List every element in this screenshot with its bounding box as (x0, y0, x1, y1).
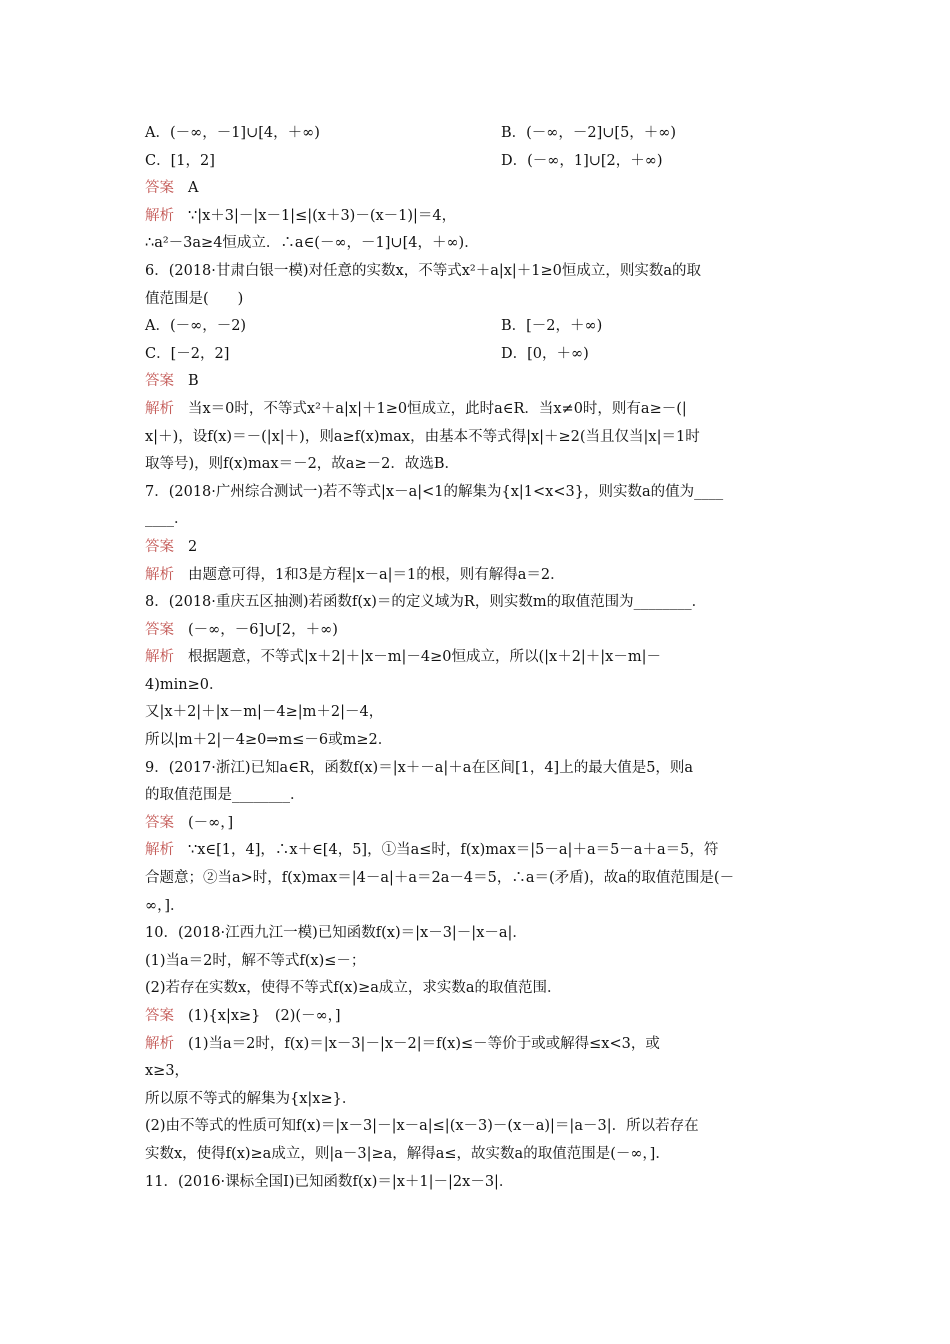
answer-label: 答案 (145, 814, 174, 831)
text-line: 的取值范围是________． (145, 787, 305, 804)
text-line: ∞，]． (145, 897, 185, 914)
option-right: B．(－∞，－2]∪[5，＋∞) (501, 125, 677, 141)
option-row (145, 120, 810, 148)
option-row (145, 313, 810, 341)
answer-line (145, 175, 810, 203)
document-body (145, 120, 810, 1196)
text-line: 合题意；②当a>时，f(x)max＝|4－a|＋a＝2a－4＝5，∴a＝(矛盾)，故a的取值范围是(－ (145, 870, 735, 887)
text-line: 又|x＋2|＋|x－m|－4≥|m＋2|－4， (145, 704, 384, 721)
answer-text: A (188, 180, 199, 197)
answer-line (145, 534, 810, 562)
answer-line (145, 644, 810, 672)
text-line: 实数x，使得f(x)≥a成立，则|a－3|≥a，解得a≤，故实数a的取值范围是(－∞，]． (145, 1145, 670, 1162)
text-line: 7．(2018·广州综合测试一)若不等式|x－a|<1的解集为{x|1<x<3}，则实数a的值为____ (145, 483, 724, 500)
answer-text: (－∞，－6]∪[2，＋∞) (188, 621, 338, 638)
text-line: x|＋)，设f(x)＝－(|x|＋)，则a≥f(x)max，由基本不等式得|x|＋≥2(当且仅当|x|＝1时 (145, 428, 700, 445)
text-line: 8．(2018·重庆五区抽测)若函数f(x)＝的定义域为R，则实数m的取值范围为________． (145, 594, 707, 611)
answer-text: 由题意可得，1和3是方程|x－a|＝1的根，则有解得a＝2． (188, 566, 565, 583)
answer-line (145, 562, 810, 590)
option-right: B．[－2，＋∞) (501, 318, 603, 335)
option-left: A．(－∞，－1]∪[4，＋∞) (145, 125, 320, 141)
answer-label: 解析 (145, 1035, 174, 1052)
answer-label: 解析 (145, 649, 174, 666)
answer-text: ∵|x＋3|－|x－1|≤|(x＋3)－(x－1)|＝4， (188, 207, 457, 224)
option-right: D．(－∞，1]∪[2，＋∞) (501, 152, 663, 169)
text-line: 6．(2018·甘肃白银一模)对任意的实数x，不等式x²＋a|x|＋1≥0恒成立，则实数a的取 (145, 262, 702, 279)
option-row (145, 341, 810, 369)
answer-line (145, 1003, 810, 1031)
text-line: 所以|m＋2|－4≥0⇒m≤－6或m≥2． (145, 732, 393, 749)
answer-line (145, 203, 810, 231)
answer-label: 答案 (145, 538, 174, 555)
text-line: (2)由不等式的性质可知f(x)＝|x－3|－|x－a|≤|(x－3)－(x－a)|＝|a－3|．所以若存在 (145, 1118, 699, 1135)
option-left: A．(－∞，－2) (145, 318, 247, 335)
answer-text: ∵x∈[1，4]，∴x＋∈[4，5]，①当a≤时，f(x)max＝|5－a|＋a＝5－a＋a＝5，符 (188, 842, 719, 859)
answer-line (145, 810, 810, 838)
answer-text: 当x＝0时，不等式x²＋a|x|＋1≥0恒成立，此时a∈R．当x≠0时，则有a≥－(| (188, 400, 687, 417)
answer-text: B (188, 373, 199, 390)
answer-line (145, 396, 810, 424)
answer-line (145, 368, 810, 396)
text-line: 所以原不等式的解集为{x|x≥}． (145, 1090, 357, 1107)
answer-label: 答案 (145, 373, 174, 390)
answer-text: (－∞，] (188, 814, 234, 831)
answer-text: 2 (188, 538, 198, 555)
answer-label: 解析 (145, 842, 174, 859)
text-line: x≥3， (145, 1063, 190, 1080)
answer-line (145, 617, 810, 645)
answer-label: 解析 (145, 566, 174, 583)
text-line: 4)min≥0． (145, 676, 224, 693)
text-line: 取等号)，则f(x)max＝－2，故a≥－2．故选B． (145, 456, 459, 473)
text-line: (1)当a＝2时，解不等式f(x)≤－； (145, 952, 366, 969)
answer-line (145, 837, 810, 865)
text-line: 11．(2016·课标全国Ⅰ)已知函数f(x)＝|x＋1|－|2x－3|． (145, 1173, 514, 1190)
answer-text: (1){x|x≥} (2)(－∞，] (188, 1008, 341, 1024)
answer-text: (1)当a＝2时，f(x)＝|x－3|－|x－2|＝f(x)≤－等价于或或解得≤x<3，或 (188, 1035, 660, 1052)
answer-label: 答案 (145, 180, 174, 197)
text-line: 值范围是( ) (145, 290, 244, 307)
option-left: C．[－2，2] (145, 345, 230, 362)
answer-label: 解析 (145, 207, 174, 224)
text-line: (2)若存在实数x，使得不等式f(x)≥a成立，求实数a的取值范围． (145, 980, 562, 997)
option-right: D．[0，＋∞) (501, 345, 589, 362)
answer-text: 根据题意，不等式|x＋2|＋|x－m|－4≥0恒成立，所以(|x＋2|＋|x－m|－ (188, 649, 661, 666)
text-line: 10．(2018·江西九江一模)已知函数f(x)＝|x－3|－|x－a|． (145, 925, 527, 942)
answer-label: 解析 (145, 400, 174, 417)
answer-label: 答案 (145, 621, 174, 638)
text-line: 9．(2017·浙江)已知a∈R，函数f(x)＝|x＋－a|＋a在区间[1，4]上的最大值是5，则a (145, 759, 694, 776)
option-left: C．[1，2] (145, 152, 215, 169)
text-line: ____． (145, 511, 189, 528)
answer-line (145, 1031, 810, 1059)
text-line: ∴a²－3a≥4恒成立．∴a∈(－∞，－1]∪[4，＋∞)． (145, 235, 479, 252)
option-row (145, 148, 810, 176)
answer-label: 答案 (145, 1008, 174, 1024)
